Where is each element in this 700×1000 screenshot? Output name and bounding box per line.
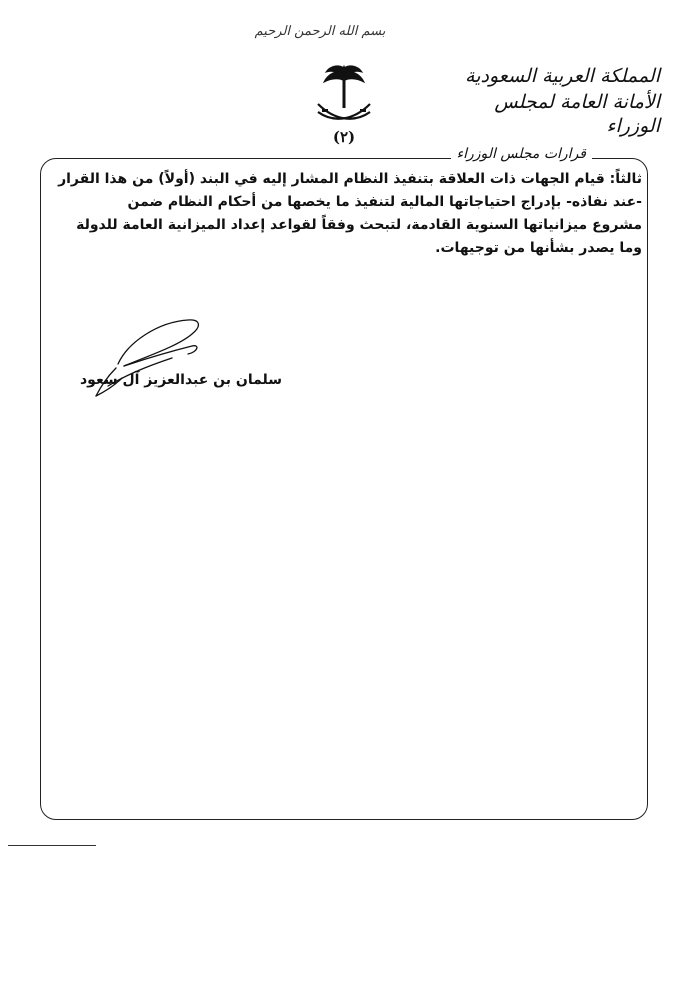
text-line: مشروع ميزانياتها السنوية القادمة، لتبحث وفقاً لقواعد إعداد الميزانية العامة للدولة xyxy=(76,217,642,233)
text-line: -عند نفاذه- بإدراج احتياجاتها المالية لتنفيذ ما يخصها من أحكام النظام ضمن xyxy=(127,194,642,210)
palm-swords-emblem xyxy=(312,62,376,128)
kingdom-name: المملكة العربية السعودية xyxy=(465,65,660,87)
text-line: ثالثاً: قيام الجهات ذات العلاقة بتنفيذ النظام المشار إليه في البند (أولاً) من هذا القرار xyxy=(58,171,642,187)
section-label: قرارات مجلس الوزراء xyxy=(451,146,592,162)
footer-rule xyxy=(8,845,96,846)
secretariat-name: الأمانة العامة لمجلس الوزراء xyxy=(494,91,660,137)
decision-text xyxy=(57,168,642,260)
text-line: وما يصدر بشأنها من توجيهات. xyxy=(435,240,642,256)
signer-name: سلمان بن عبدالعزيز آل سعود xyxy=(79,372,282,388)
letterhead xyxy=(460,64,660,138)
basmala: بسم الله الرحمن الرحيم xyxy=(254,24,386,39)
page-number: (٢) xyxy=(332,128,356,146)
